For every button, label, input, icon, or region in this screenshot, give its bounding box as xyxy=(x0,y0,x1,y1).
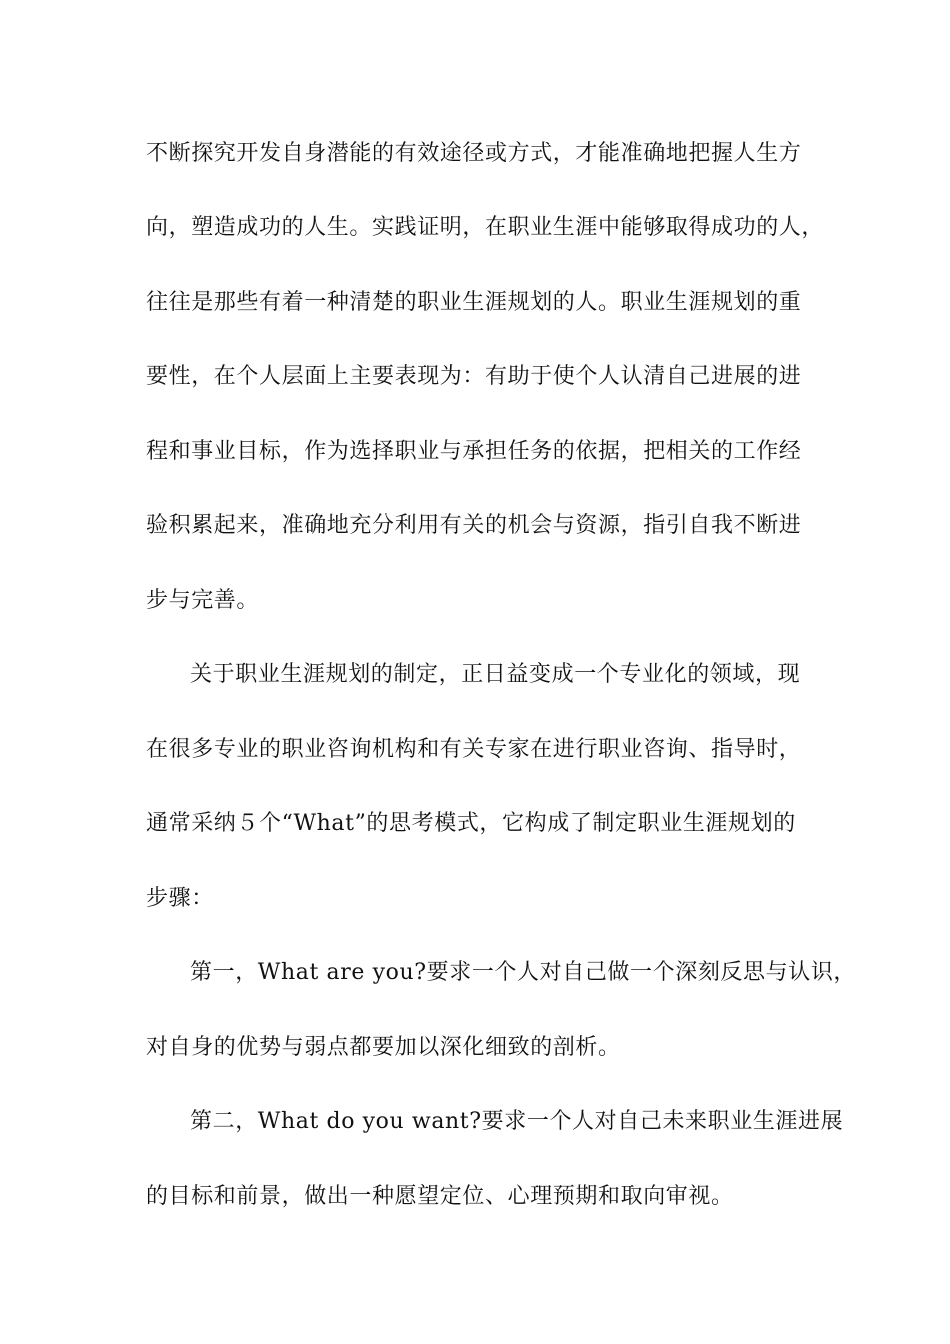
text-line: 步骤： xyxy=(146,886,214,911)
text-line: 验积累起来，准确地充分利用有关的机会与资源，指引自我不断进 xyxy=(146,513,802,538)
paragraph-first-line: 关于职业生涯规划的制定，正日益变成一个专业化的领域，现 xyxy=(190,662,801,687)
text-line: 要性，在个人层面上主要表现为：有助于使个人认清自己进展的进 xyxy=(146,364,802,389)
text-line: 在很多专业的职业咨询机构和有关专家在进行职业咨询、指导时， xyxy=(146,737,802,762)
text-line: 程和事业目标，作为选择职业与承担任务的依据，把相关的工作经 xyxy=(146,439,802,464)
paragraph-first-line: 第二，What do you want?要求一个人对自己未来职业生涯进展 xyxy=(190,1109,844,1134)
text-line: 的目标和前景，做出一种愿望定位、心理预期和取向审视。 xyxy=(146,1184,734,1209)
text-line: 不断探究开发自身潜能的有效途径或方式，才能准确地把握人生方 xyxy=(146,141,802,166)
text-line: 通常采纳５个“What”的思考模式，它构成了制定职业生涯规划的 xyxy=(146,811,796,836)
paragraph-first-line: 第一，What are you?要求一个人对自己做一个深刻反思与认识， xyxy=(190,960,857,985)
text-line: 对自身的优势与弱点都要加以深化细致的剖析。 xyxy=(146,1035,621,1060)
text-line: 步与完善。 xyxy=(146,588,260,613)
text-line: 往往是那些有着一种清楚的职业生涯规划的人。职业生涯规划的重 xyxy=(146,290,802,315)
text-line: 向，塑造成功的人生。实践证明，在职业生涯中能够取得成功的人， xyxy=(146,215,825,240)
